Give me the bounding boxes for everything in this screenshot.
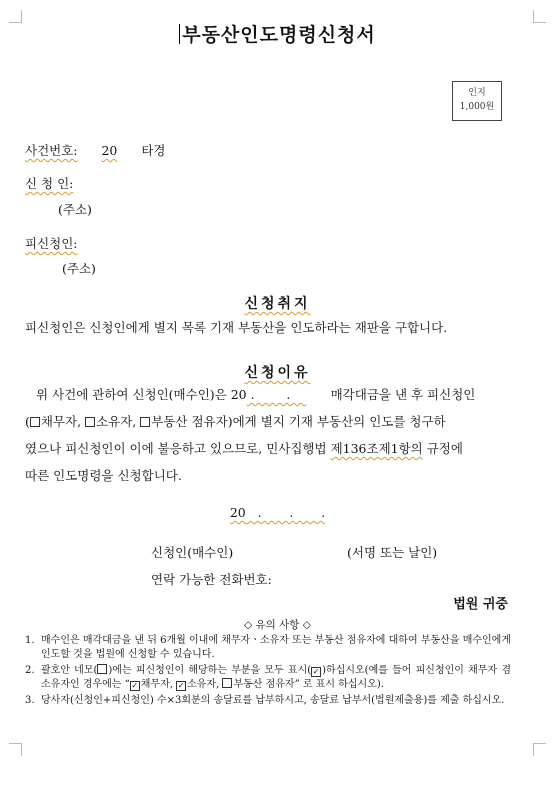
- empty-box-icon: [97, 664, 107, 674]
- stamp-amount: 1,000원: [459, 102, 495, 112]
- case-number-label: 사건번호:: [25, 143, 78, 158]
- reason-line-3: 였으나 피신청인이 이에 불응하고 있으므로, 민사집행법 제136조제1항의 규정에: [25, 441, 463, 456]
- checked-box-icon: [176, 681, 186, 691]
- phone-label: 연락 가능한 전화번호:: [151, 572, 272, 587]
- date-blank: . .: [246, 387, 307, 402]
- purpose-heading: 신청취지: [244, 296, 311, 312]
- case-number-suffix: 타경: [141, 143, 166, 158]
- stamp-box: [452, 81, 502, 121]
- applicant-address: (주소): [58, 202, 92, 217]
- document-title: 부동산인도명령신청서: [0, 20, 555, 47]
- reason-text: [25, 381, 533, 489]
- checkbox-occupant[interactable]: [140, 417, 150, 427]
- checkbox-debtor[interactable]: [30, 417, 40, 427]
- page-corner-mark: [533, 743, 546, 756]
- reason-heading: 신청이유: [244, 365, 311, 381]
- respondent-address: (주소): [62, 261, 96, 276]
- note-item-3: 3. 당사자(신청인+피신청인) 수×3회분의 송달료를 납부하시고, 송달료 납부서(법원제출용)를 제출 하십시오.: [25, 695, 505, 706]
- note-item-1: 1. 매수인은 매각대금을 낸 뒤 6개월 이내에 채무자ㆍ소유자 또는 부동산 점유자에 대하여 부동산을 매수인에게 인도할 것을 법원에 신청할 수 있습니다.: [25, 635, 511, 660]
- notes-title: ◇ 유의 사항 ◇: [244, 619, 311, 631]
- note-item-2: 2. 괄호안 네모( )에는 피신청인이 해당하는 부분을 모두 표시(✓ )하십시오(예를 들어 피신청인이 채무자 겸 소유자인 경우에는 “✓ 채무자, ✓소유자, 부동산 점유자” 로 표시 하십시오).: [25, 664, 511, 692]
- checked-box-icon: [311, 667, 321, 677]
- checkbox-owner[interactable]: [85, 417, 95, 427]
- case-number-line: [25, 141, 166, 159]
- stamp-label: 인지: [468, 88, 486, 98]
- applicant-line: [25, 174, 73, 192]
- page-corner-mark: [9, 743, 22, 756]
- law-reference: 제136조제1항의: [330, 441, 423, 456]
- court-addressee: 법원 귀중: [453, 597, 508, 612]
- checked-box-icon: [130, 681, 140, 691]
- reason-line-1: 위 사건에 관하여 신청인(매수인)은 20 . . 매각대금을 낸 후 피신청인: [25, 381, 533, 408]
- case-number-year: 20: [101, 143, 118, 158]
- signer-label: 신청인(매수인): [151, 545, 234, 560]
- respondent-label: 피신청인:: [25, 236, 78, 251]
- signature-field: (서명 또는 날인): [347, 545, 438, 560]
- text-cursor: [179, 24, 180, 44]
- empty-box-icon: [222, 678, 232, 688]
- respondent-line: [25, 234, 78, 252]
- applicant-label: 신 청 인:: [25, 176, 74, 191]
- purpose-text: 피신청인은 신청인에게 별지 목록 기재 부동산을 인도하라는 재판을 구합니다.: [25, 320, 448, 335]
- date-line: 20 . . .: [229, 505, 326, 520]
- reason-line-2: ( 채무자, 소유자, 부동산 점유자)에게 별지 기재 부동산의 인도를 청구하: [25, 414, 446, 429]
- reason-line-4: 따른 인도명령을 신청합니다.: [25, 468, 182, 483]
- notes-list: [25, 634, 511, 710]
